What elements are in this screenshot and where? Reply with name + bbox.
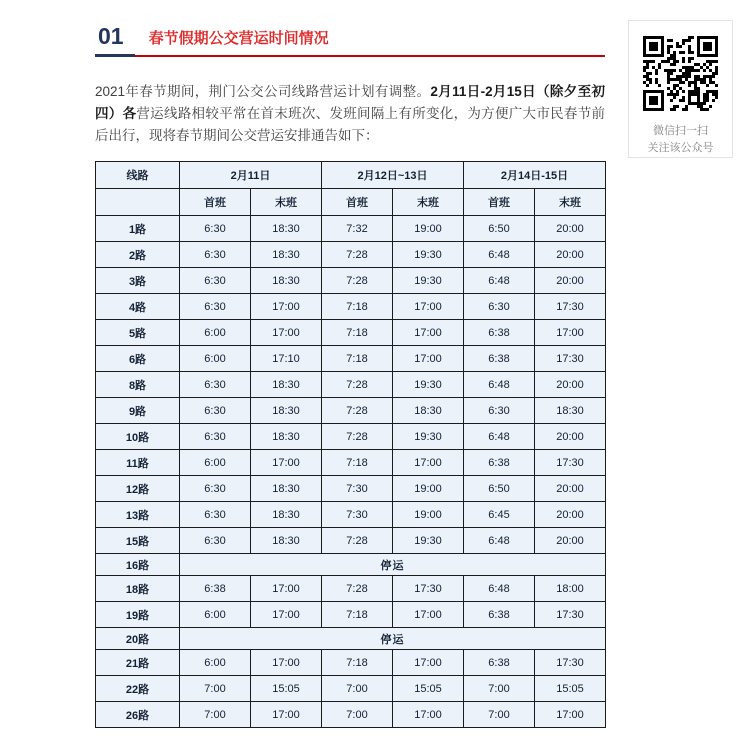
route-cell: 3路 bbox=[96, 268, 180, 294]
section-header bbox=[95, 25, 605, 57]
time-cell: 7:18 bbox=[322, 346, 393, 372]
time-cell: 7:18 bbox=[322, 294, 393, 320]
route-cell: 4路 bbox=[96, 294, 180, 320]
time-cell: 17:00 bbox=[251, 320, 322, 346]
time-cell: 7:30 bbox=[322, 476, 393, 502]
time-cell: 6:30 bbox=[464, 294, 535, 320]
time-cell: 6:48 bbox=[464, 528, 535, 554]
time-cell: 6:38 bbox=[464, 602, 535, 628]
route-cell: 19路 bbox=[96, 602, 180, 628]
time-cell: 7:28 bbox=[322, 372, 393, 398]
time-cell: 6:48 bbox=[464, 576, 535, 602]
time-cell: 15:05 bbox=[535, 676, 606, 702]
time-cell: 17:30 bbox=[535, 450, 606, 476]
time-cell: 6:30 bbox=[464, 398, 535, 424]
route-cell: 21路 bbox=[96, 650, 180, 676]
time-cell: 18:30 bbox=[251, 242, 322, 268]
time-cell: 19:00 bbox=[393, 502, 464, 528]
time-cell: 20:00 bbox=[535, 502, 606, 528]
time-cell: 17:00 bbox=[393, 650, 464, 676]
table-row bbox=[96, 476, 606, 502]
time-cell: 18:30 bbox=[251, 476, 322, 502]
qr-caption bbox=[629, 123, 732, 157]
time-cell: 6:00 bbox=[180, 450, 251, 476]
table-row bbox=[96, 450, 606, 476]
route-cell: 9路 bbox=[96, 398, 180, 424]
route-cell: 22路 bbox=[96, 676, 180, 702]
time-cell: 17:00 bbox=[393, 450, 464, 476]
route-cell: 16路 bbox=[96, 554, 180, 576]
time-cell: 19:30 bbox=[393, 372, 464, 398]
time-cell: 7:00 bbox=[464, 702, 535, 728]
time-cell: 6:38 bbox=[464, 650, 535, 676]
table-row bbox=[96, 216, 606, 242]
time-cell: 19:00 bbox=[393, 216, 464, 242]
route-cell: 13路 bbox=[96, 502, 180, 528]
header-last-bus: 末班 bbox=[251, 189, 322, 216]
time-cell: 7:00 bbox=[322, 702, 393, 728]
time-cell: 6:30 bbox=[180, 216, 251, 242]
time-cell: 7:18 bbox=[322, 450, 393, 476]
time-cell: 7:28 bbox=[322, 576, 393, 602]
time-cell: 7:00 bbox=[322, 676, 393, 702]
time-cell: 18:30 bbox=[251, 372, 322, 398]
qr-caption-line1: 微信扫一扫 bbox=[653, 125, 708, 137]
time-cell: 17:00 bbox=[251, 576, 322, 602]
time-cell: 17:30 bbox=[393, 576, 464, 602]
route-cell: 18路 bbox=[96, 576, 180, 602]
time-cell: 7:28 bbox=[322, 242, 393, 268]
header-last-bus: 末班 bbox=[535, 189, 606, 216]
time-cell: 6:00 bbox=[180, 346, 251, 372]
time-cell: 20:00 bbox=[535, 216, 606, 242]
time-cell: 6:38 bbox=[464, 450, 535, 476]
time-cell: 17:00 bbox=[393, 320, 464, 346]
section-number: 01 bbox=[95, 25, 135, 57]
header-route-column: 线路 bbox=[96, 162, 180, 189]
time-cell: 7:00 bbox=[464, 676, 535, 702]
time-cell: 18:30 bbox=[393, 398, 464, 424]
bus-schedule-table bbox=[95, 161, 606, 728]
article-content bbox=[95, 25, 605, 728]
time-cell: 18:30 bbox=[251, 424, 322, 450]
time-cell: 7:28 bbox=[322, 528, 393, 554]
time-cell: 6:48 bbox=[464, 424, 535, 450]
time-cell: 17:00 bbox=[393, 346, 464, 372]
route-cell: 2路 bbox=[96, 242, 180, 268]
time-cell: 17:00 bbox=[251, 702, 322, 728]
time-cell: 7:18 bbox=[322, 320, 393, 346]
time-cell: 6:00 bbox=[180, 650, 251, 676]
table-row bbox=[96, 554, 606, 576]
time-cell: 6:30 bbox=[180, 476, 251, 502]
time-cell: 6:50 bbox=[464, 476, 535, 502]
header-first-bus: 首班 bbox=[322, 189, 393, 216]
time-cell: 15:05 bbox=[393, 676, 464, 702]
time-cell: 7:28 bbox=[322, 424, 393, 450]
time-cell: 6:48 bbox=[464, 242, 535, 268]
suspended-cell: 停运 bbox=[180, 554, 606, 576]
time-cell: 6:30 bbox=[180, 528, 251, 554]
header-empty-cell bbox=[96, 189, 180, 216]
table-row bbox=[96, 346, 606, 372]
time-cell: 6:30 bbox=[180, 372, 251, 398]
route-cell: 1路 bbox=[96, 216, 180, 242]
time-cell: 20:00 bbox=[535, 476, 606, 502]
table-row bbox=[96, 398, 606, 424]
time-cell: 17:10 bbox=[251, 346, 322, 372]
route-cell: 6路 bbox=[96, 346, 180, 372]
table-row bbox=[96, 528, 606, 554]
time-cell: 7:18 bbox=[322, 602, 393, 628]
header-last-bus: 末班 bbox=[393, 189, 464, 216]
suspended-cell: 停运 bbox=[180, 628, 606, 650]
time-cell: 20:00 bbox=[535, 528, 606, 554]
time-cell: 20:00 bbox=[535, 372, 606, 398]
route-cell: 15路 bbox=[96, 528, 180, 554]
table-row bbox=[96, 242, 606, 268]
time-cell: 18:30 bbox=[535, 398, 606, 424]
route-cell: 10路 bbox=[96, 424, 180, 450]
time-cell: 18:30 bbox=[251, 268, 322, 294]
header-date-group-3: 2月14日-15日 bbox=[464, 162, 606, 189]
time-cell: 17:00 bbox=[535, 320, 606, 346]
route-cell: 26路 bbox=[96, 702, 180, 728]
header-date-group-2: 2月12日~13日 bbox=[322, 162, 464, 189]
time-cell: 20:00 bbox=[535, 268, 606, 294]
time-cell: 19:30 bbox=[393, 268, 464, 294]
route-cell: 12路 bbox=[96, 476, 180, 502]
time-cell: 20:00 bbox=[535, 424, 606, 450]
table-row bbox=[96, 676, 606, 702]
time-cell: 7:00 bbox=[180, 702, 251, 728]
time-cell: 7:32 bbox=[322, 216, 393, 242]
time-cell: 19:00 bbox=[393, 476, 464, 502]
time-cell: 17:30 bbox=[535, 602, 606, 628]
header-date-group-1: 2月11日 bbox=[180, 162, 322, 189]
qr-code[interactable] bbox=[643, 36, 718, 111]
time-cell: 17:00 bbox=[251, 294, 322, 320]
table-row bbox=[96, 294, 606, 320]
qr-caption-line2: 关注该公众号 bbox=[647, 142, 714, 154]
intro-text-bold: 2月11日-2月15日（除夕至初四）各 bbox=[95, 84, 605, 121]
time-cell: 17:00 bbox=[393, 294, 464, 320]
route-cell: 20路 bbox=[96, 628, 180, 650]
time-cell: 18:30 bbox=[251, 216, 322, 242]
table-row bbox=[96, 628, 606, 650]
route-cell: 5路 bbox=[96, 320, 180, 346]
time-cell: 6:30 bbox=[180, 424, 251, 450]
time-cell: 17:00 bbox=[535, 702, 606, 728]
intro-text-pre: 2021年春节期间，荆门公交公司线路营运计划有调整。 bbox=[95, 84, 431, 99]
table-row bbox=[96, 602, 606, 628]
intro-paragraph bbox=[95, 81, 605, 147]
table-row bbox=[96, 650, 606, 676]
time-cell: 17:00 bbox=[393, 602, 464, 628]
time-cell: 7:00 bbox=[180, 676, 251, 702]
time-cell: 17:00 bbox=[251, 450, 322, 476]
time-cell: 18:30 bbox=[251, 502, 322, 528]
time-cell: 18:00 bbox=[535, 576, 606, 602]
time-cell: 7:28 bbox=[322, 398, 393, 424]
table-row bbox=[96, 576, 606, 602]
time-cell: 6:30 bbox=[180, 398, 251, 424]
table-row bbox=[96, 502, 606, 528]
time-cell: 15:05 bbox=[251, 676, 322, 702]
time-cell: 6:38 bbox=[180, 576, 251, 602]
qr-panel bbox=[628, 20, 733, 158]
time-cell: 6:45 bbox=[464, 502, 535, 528]
table-header-row-dates bbox=[96, 162, 606, 189]
table-row bbox=[96, 372, 606, 398]
table-header-row-sub bbox=[96, 189, 606, 216]
time-cell: 17:00 bbox=[251, 650, 322, 676]
header-first-bus: 首班 bbox=[180, 189, 251, 216]
time-cell: 6:48 bbox=[464, 268, 535, 294]
time-cell: 19:30 bbox=[393, 424, 464, 450]
time-cell: 6:30 bbox=[180, 268, 251, 294]
time-cell: 17:00 bbox=[393, 702, 464, 728]
table-row bbox=[96, 268, 606, 294]
time-cell: 17:30 bbox=[535, 650, 606, 676]
time-cell: 7:30 bbox=[322, 502, 393, 528]
intro-text-post: 营运线路相较平常在首末班次、发班间隔上有所变化，为方便广大市民春节前后出行，现将春节期间公交营运安排通告如下： bbox=[95, 106, 605, 143]
time-cell: 6:48 bbox=[464, 372, 535, 398]
time-cell: 6:50 bbox=[464, 216, 535, 242]
time-cell: 17:30 bbox=[535, 294, 606, 320]
section-title: 春节假期公交营运时间情况 bbox=[135, 31, 605, 57]
time-cell: 20:00 bbox=[535, 242, 606, 268]
table-row bbox=[96, 320, 606, 346]
route-cell: 11路 bbox=[96, 450, 180, 476]
time-cell: 18:30 bbox=[251, 398, 322, 424]
time-cell: 19:30 bbox=[393, 528, 464, 554]
time-cell: 6:00 bbox=[180, 602, 251, 628]
time-cell: 18:30 bbox=[251, 528, 322, 554]
bus-table-body bbox=[96, 216, 606, 728]
time-cell: 7:18 bbox=[322, 650, 393, 676]
table-row bbox=[96, 702, 606, 728]
time-cell: 6:30 bbox=[180, 242, 251, 268]
table-row bbox=[96, 424, 606, 450]
time-cell: 6:00 bbox=[180, 320, 251, 346]
time-cell: 7:28 bbox=[322, 268, 393, 294]
route-cell: 8路 bbox=[96, 372, 180, 398]
time-cell: 6:30 bbox=[180, 502, 251, 528]
time-cell: 17:30 bbox=[535, 346, 606, 372]
time-cell: 6:30 bbox=[180, 294, 251, 320]
time-cell: 6:38 bbox=[464, 320, 535, 346]
time-cell: 17:00 bbox=[251, 602, 322, 628]
time-cell: 6:38 bbox=[464, 346, 535, 372]
time-cell: 19:30 bbox=[393, 242, 464, 268]
header-first-bus: 首班 bbox=[464, 189, 535, 216]
